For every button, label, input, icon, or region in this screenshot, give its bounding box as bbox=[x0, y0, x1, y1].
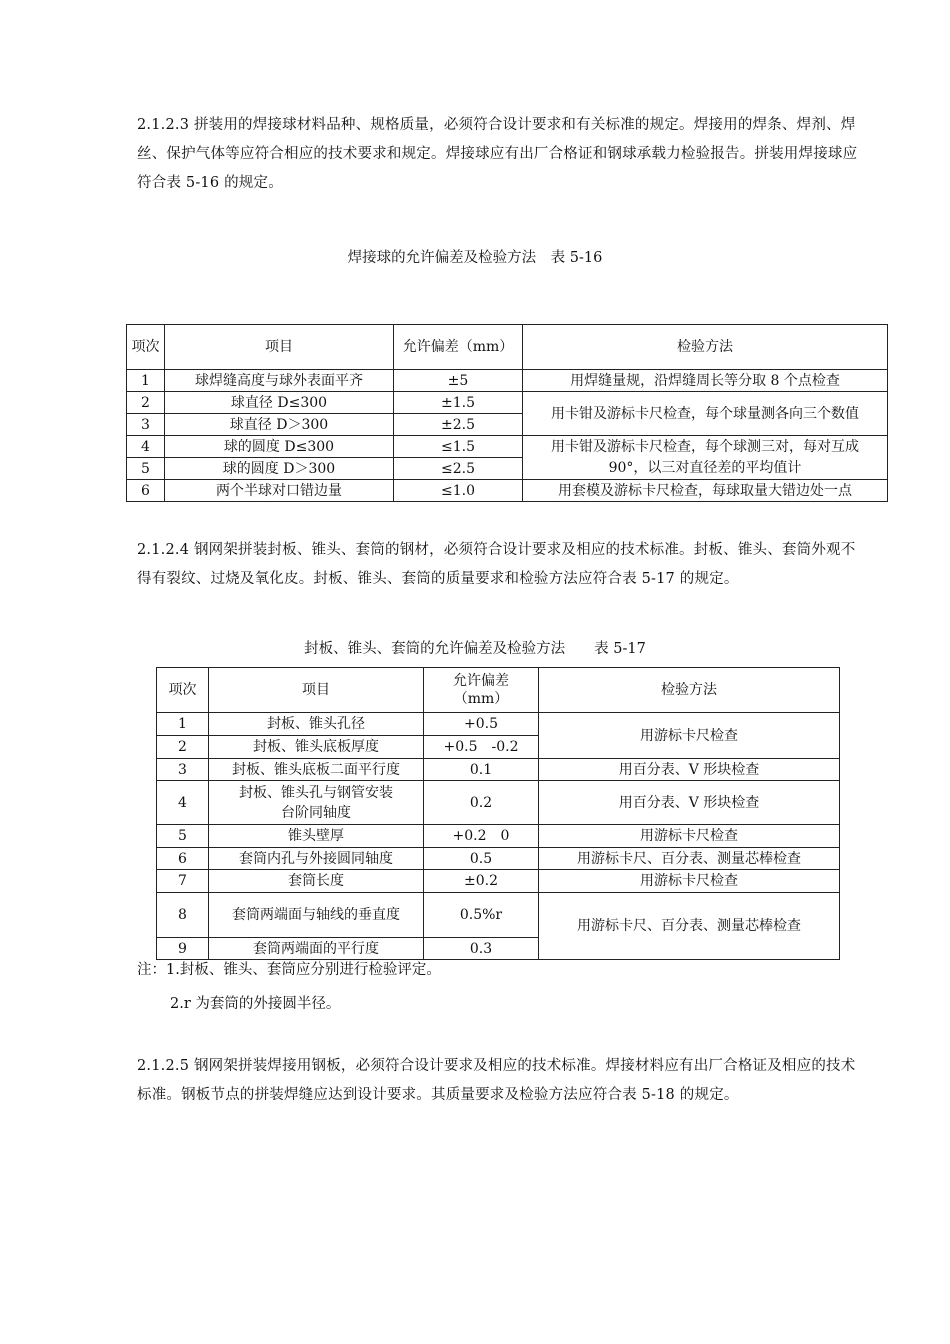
cell-item: 球的圆度 D＞300 bbox=[165, 458, 394, 480]
cell-item: 封板、锥头孔径 bbox=[209, 713, 424, 736]
cell-tolerance: +0.5 bbox=[424, 713, 539, 736]
cell-tolerance: ±0.2 bbox=[424, 870, 539, 893]
cell-item: 套筒两端面与轴线的垂直度 bbox=[209, 893, 424, 938]
cell-tolerance: +0.5 -0.2 bbox=[424, 736, 539, 759]
cell-item: 封板、锥头底板二面平行度 bbox=[209, 759, 424, 781]
table-header-row bbox=[127, 325, 888, 370]
cell-item: 球焊缝高度与球外表面平齐 bbox=[165, 370, 394, 392]
table-row bbox=[157, 781, 840, 825]
header-no: 项次 bbox=[127, 325, 165, 370]
table-row bbox=[157, 713, 840, 736]
paragraph-2-1-2-4: 2.1.2.4 钢网架拼装封板、锥头、套筒的钢材，必须符合设计要求及相应的技术标准。封板、锥头、套筒外观不得有裂纹、过烧及氧化皮。封板、锥头、套筒的质量要求和检验方法应符合表 5-17 的规定。 bbox=[137, 542, 856, 587]
cell-method: 用游标卡尺检查 bbox=[539, 870, 840, 893]
cell-tolerance: ≤1.0 bbox=[394, 480, 523, 502]
header-method: 检验方法 bbox=[539, 668, 840, 713]
cell-no: 5 bbox=[157, 825, 209, 848]
cell-no: 4 bbox=[127, 436, 165, 458]
cell-tolerance: ≤1.5 bbox=[394, 436, 523, 458]
table-5-16 bbox=[126, 324, 888, 502]
cell-tolerance: 0.2 bbox=[424, 781, 539, 825]
cell-tolerance: ±1.5 bbox=[394, 392, 523, 414]
cell-method: 用游标卡尺检查 bbox=[539, 713, 840, 759]
table-row bbox=[157, 893, 840, 938]
cell-no: 6 bbox=[157, 848, 209, 870]
header-no: 项次 bbox=[157, 668, 209, 713]
cell-tolerance: 0.1 bbox=[424, 759, 539, 781]
table-row bbox=[157, 870, 840, 893]
cell-item: 球直径 D≤300 bbox=[165, 392, 394, 414]
table-row bbox=[157, 759, 840, 781]
cell-method: 用百分表、V 形块检查 bbox=[539, 759, 840, 781]
paragraph-2-1-2-3: 2.1.2.3 拼装用的焊接球材料品种、规格质量，必须符合设计要求和有关标准的规定。焊接用的焊条、焊剂、焊丝、保护气体等应符合相应的技术要求和规定。焊接球应有出厂合格证和钢球承载力检验报告。拼装用焊接球应符合表 5-16 的规定。 bbox=[137, 117, 858, 191]
cell-no: 3 bbox=[127, 414, 165, 436]
cell-tolerance: ±5 bbox=[394, 370, 523, 392]
table-5-16-caption: 焊接球的允许偏差及检验方法 表 5-16 bbox=[347, 250, 603, 266]
table-note-1: 注：1.封板、锥头、套筒应分别进行检验评定。 bbox=[137, 962, 441, 978]
cell-no: 2 bbox=[157, 736, 209, 759]
cell-no: 2 bbox=[127, 392, 165, 414]
header-tolerance: 允许偏差（mm） bbox=[394, 325, 523, 370]
cell-no: 1 bbox=[157, 713, 209, 736]
table-row bbox=[127, 480, 888, 502]
paragraph-2-1-2-5: 2.1.2.5 钢网架拼装焊接用钢板，必须符合设计要求及相应的技术标准。焊接材料应有出厂合格证及相应的技术标准。钢板节点的拼装焊缝应达到设计要求。其质量要求及检验方法应符合表 5-18 的规定。 bbox=[137, 1058, 856, 1103]
cell-method: 用焊缝量规，沿焊缝周长等分取 8 个点检查 bbox=[523, 370, 888, 392]
header-item: 项目 bbox=[165, 325, 394, 370]
cell-item: 套筒长度 bbox=[209, 870, 424, 893]
header-item: 项目 bbox=[209, 668, 424, 713]
cell-tolerance: ±2.5 bbox=[394, 414, 523, 436]
cell-no: 1 bbox=[127, 370, 165, 392]
cell-method: 用游标卡尺检查 bbox=[539, 825, 840, 848]
table-5-17 bbox=[156, 667, 840, 960]
cell-item: 锥头壁厚 bbox=[209, 825, 424, 848]
table-5-17-caption: 封板、锥头、套筒的允许偏差及检验方法 表 5-17 bbox=[304, 641, 646, 657]
cell-tolerance: 0.3 bbox=[424, 938, 539, 960]
cell-tolerance: ≤2.5 bbox=[394, 458, 523, 480]
cell-no: 4 bbox=[157, 781, 209, 825]
table-note-2: 2.r 为套筒的外接圆半径。 bbox=[170, 996, 341, 1012]
cell-method: 用卡钳及游标卡尺检查，每个球测三对，每对互成 90°，以三对直径差的平均值计 bbox=[523, 436, 888, 480]
cell-item: 两个半球对口错边量 bbox=[165, 480, 394, 502]
cell-item: 套筒内孔与外接圆同轴度 bbox=[209, 848, 424, 870]
cell-no: 9 bbox=[157, 938, 209, 960]
table-row bbox=[157, 825, 840, 848]
cell-tolerance: +0.2 0 bbox=[424, 825, 539, 848]
header-method: 检验方法 bbox=[523, 325, 888, 370]
cell-item: 封板、锥头底板厚度 bbox=[209, 736, 424, 759]
cell-tolerance: 0.5%r bbox=[424, 893, 539, 938]
cell-method: 用卡钳及游标卡尺检查，每个球量测各向三个数值 bbox=[523, 392, 888, 436]
cell-no: 5 bbox=[127, 458, 165, 480]
cell-method: 用游标卡尺、百分表、测量芯棒检查 bbox=[539, 848, 840, 870]
cell-no: 3 bbox=[157, 759, 209, 781]
table-row bbox=[127, 370, 888, 392]
table-header-row bbox=[157, 668, 840, 713]
cell-tolerance: 0.5 bbox=[424, 848, 539, 870]
cell-method: 用百分表、V 形块检查 bbox=[539, 781, 840, 825]
table-row bbox=[127, 436, 888, 458]
cell-item: 球直径 D＞300 bbox=[165, 414, 394, 436]
cell-no: 7 bbox=[157, 870, 209, 893]
header-tolerance: 允许偏差（mm） bbox=[424, 668, 539, 713]
table-row bbox=[127, 392, 888, 414]
cell-no: 8 bbox=[157, 893, 209, 938]
cell-no: 6 bbox=[127, 480, 165, 502]
table-row bbox=[157, 848, 840, 870]
cell-item: 套筒两端面的平行度 bbox=[209, 938, 424, 960]
cell-item: 封板、锥头孔与钢管安装台阶同轴度 bbox=[209, 781, 424, 825]
cell-item: 球的圆度 D≤300 bbox=[165, 436, 394, 458]
cell-method: 用套模及游标卡尺检查，每球取量大错边处一点 bbox=[523, 480, 888, 502]
cell-method: 用游标卡尺、百分表、测量芯棒检查 bbox=[539, 893, 840, 960]
